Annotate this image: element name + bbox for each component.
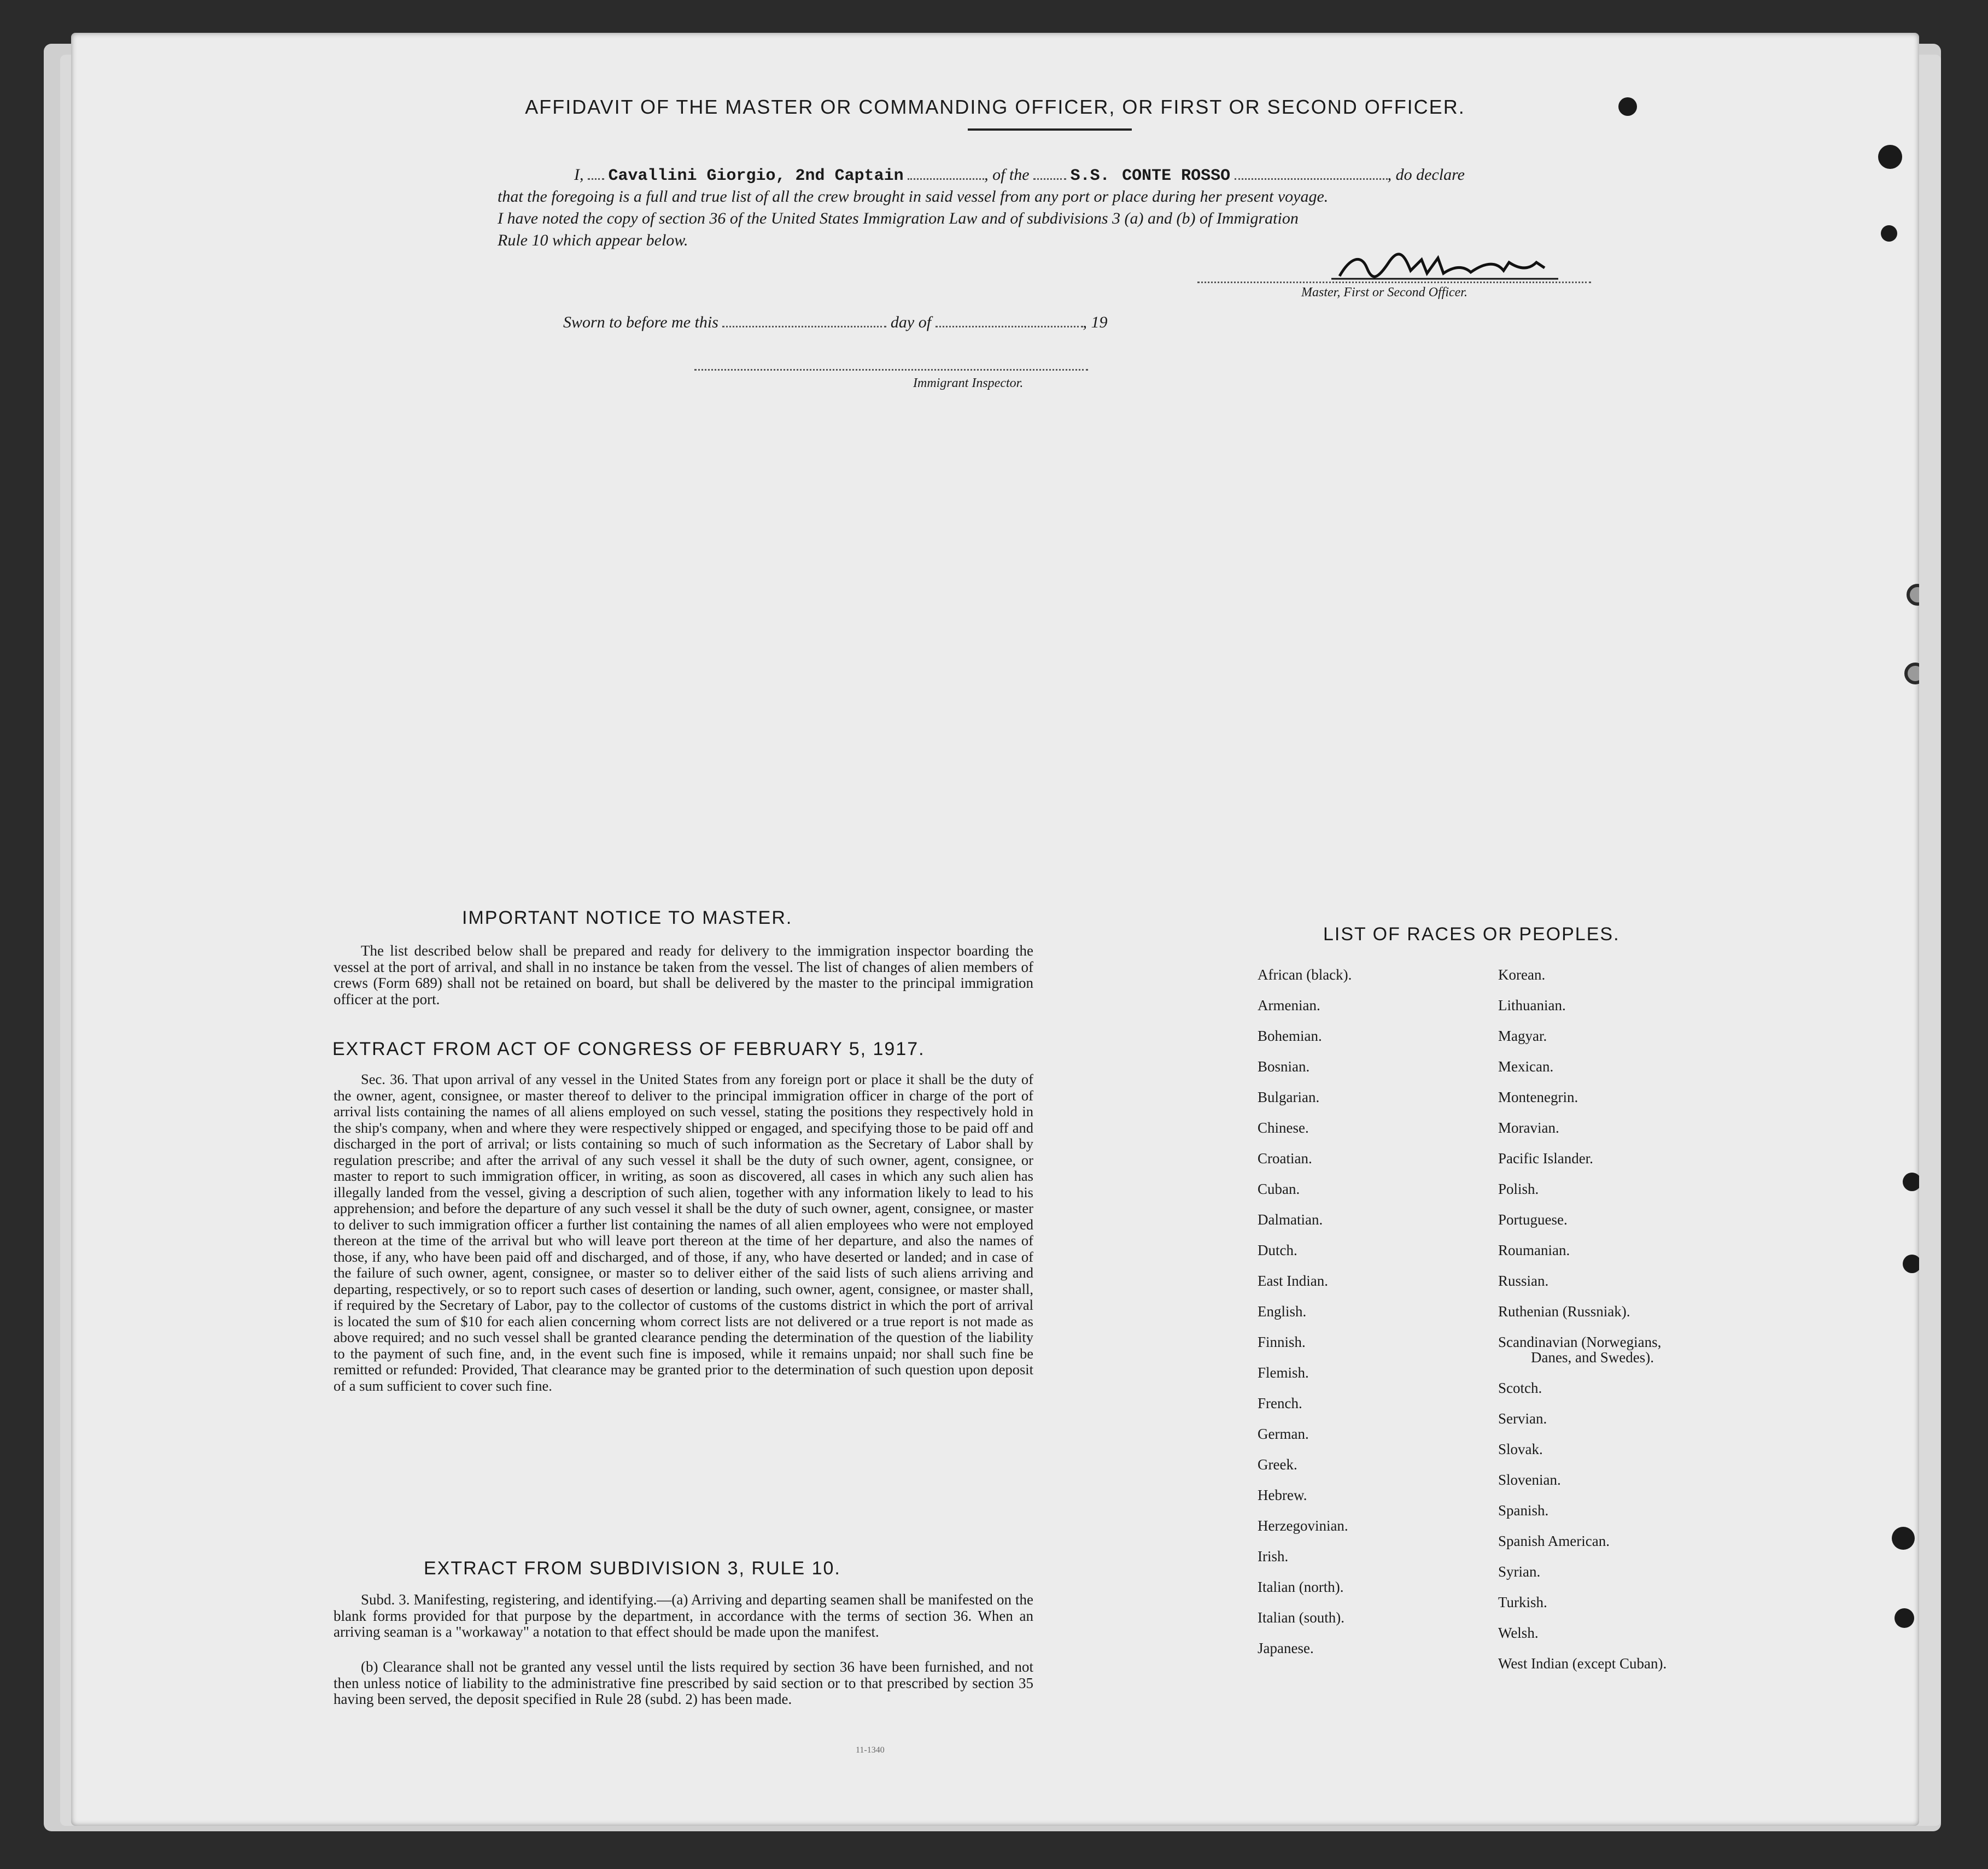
race-item: Welsh. [1498, 1625, 1539, 1641]
race-item: Spanish American. [1498, 1533, 1610, 1549]
race-item: Russian. [1498, 1273, 1549, 1289]
race-item: Irish. [1258, 1548, 1289, 1565]
race-item: Finnish. [1258, 1334, 1306, 1350]
race-item: Ruthenian (Russniak). [1498, 1303, 1630, 1320]
race-item: Servian. [1498, 1410, 1547, 1427]
sworn-line [563, 313, 1108, 332]
race-item: West Indian (except Cuban). [1498, 1655, 1667, 1672]
race-item: Greek. [1258, 1456, 1297, 1473]
race-item: Bosnian. [1258, 1058, 1310, 1075]
extract-act-title: EXTRACT FROM ACT OF CONGRESS OF FEBRUARY 5, 1917. [332, 1039, 925, 1059]
sworn-label: Sworn to before me this [563, 313, 718, 331]
vessel-prefix: S.S. [1070, 167, 1110, 185]
i-label: I, [574, 166, 584, 184]
race-item: Armenian. [1258, 997, 1320, 1013]
binder-hole [1903, 1255, 1919, 1273]
affidavit-line-2: that the foregoing is a full and true list of all the crew brought in said vessel from any port or place during her present voyage. [498, 188, 1329, 206]
day-of-label: day of [890, 313, 932, 331]
extract-rule-text-a: Subd. 3. Manifesting, registering, and identifying.—(a) Arriving and departing seamen shall be manifested on the blank forms provided for that purpose by the department, in accordance with the terms of section 36. When an arriving seaman is a "workaway" a notation to that effect should be made upon the manifest. [334, 1591, 1033, 1640]
notice-text: The list described below shall be prepared and ready for delivery to the immigration inspector boarding the vessel at the port of arrival, and shall in no instance be taken from the vessel. The list of changes of alien members of crews (Form 689) shall not be retained on board, but shall be delivered by the master to the principal immigration officer at the port. [334, 942, 1033, 1007]
race-item: Montenegrin. [1498, 1089, 1578, 1105]
race-item: East Indian. [1258, 1273, 1328, 1289]
signature-caption: Master, First or Second Officer. [1301, 285, 1467, 300]
affidavit-line-3: I have noted the copy of section 36 of the United States Immigration Law and of subdivisions 3 (a) and (b) of Immigration [498, 209, 1299, 227]
binder-hole [1903, 1173, 1919, 1191]
race-item: Italian (south). [1258, 1609, 1344, 1626]
race-item: Moravian. [1498, 1120, 1559, 1136]
vessel-name: CONTE ROSSO [1122, 167, 1231, 185]
race-item: Slovak. [1498, 1441, 1543, 1457]
inspector-line [694, 369, 1088, 371]
notice-title: IMPORTANT NOTICE TO MASTER. [462, 907, 793, 928]
binder-hole [1907, 584, 1919, 606]
race-item: Bulgarian. [1258, 1089, 1320, 1105]
race-item: Lithuanian. [1498, 997, 1566, 1013]
binder-hole [1881, 225, 1897, 242]
binder-hole [1904, 663, 1919, 684]
binder-hole [1895, 1608, 1914, 1628]
race-item: Magyar. [1498, 1028, 1547, 1044]
race-item: Pacific Islander. [1498, 1150, 1593, 1167]
extract-rule-title: EXTRACT FROM SUBDIVISION 3, RULE 10. [424, 1558, 841, 1579]
races-right-column [1498, 959, 1667, 1679]
race-item: Croatian. [1258, 1150, 1312, 1167]
race-item: German. [1258, 1426, 1309, 1442]
race-item: Scandinavian (Norwegians, [1498, 1334, 1662, 1350]
race-item: Japanese. [1258, 1640, 1314, 1656]
race-item: Portuguese. [1498, 1211, 1568, 1228]
affidavit-title: AFFIDAVIT OF THE MASTER OR COMMANDING OFFICER, OR FIRST OR SECOND OFFICER. [525, 96, 1465, 118]
race-item: Bohemian. [1258, 1028, 1322, 1044]
affidavit-line-1 [574, 166, 1465, 185]
race-item: English. [1258, 1303, 1307, 1320]
race-item: Roumanian. [1498, 1242, 1570, 1258]
extract-act-text: Sec. 36. That upon arrival of any vessel in the United States from any foreign port or place it shall be the duty of the owner, agent, consignee, or master thereof to deliver to the principal immigration officer in charge of the port of arrival lists containing the names of all aliens employed on such vessel, stating the positions they respectively hold in the ship's company, when and where they were respectively shipped or engaged, and specifying those to be paid off and discharged in the port of arrival; or lists containing so much of such information as the Secretary of Labor shall by regulation prescribe; and after the arrival of any such vessel it shall be the duty of such owner, agent, consignee, or master to report to such immigration officer, in writing, as soon as discovered, all cases in which any such alien has illegally landed from the vessel, giving a description of such alien, together with any information likely to lead to his apprehension; and before the departure of any such vessel it shall be the duty of such owner, agent, consignee, or master to deliver to such immigration officer a further list containing the names of all alien employees who were not employed thereon at the time of the arrival but who will leave port thereon at the time of her departure, and also the names of those, if any, who have been paid off and discharged, and of those, if any, who have deserted or landed; and in case of the failure of such owner, agent, consignee, or master so to deliver either of the said lists of such aliens arriving and departing, respectively, or so to report such cases of desertion or landing, such owner, agent, consignee, or master shall, if required by the Secretary of Labor, pay to the collector of customs of the customs district in which the port of arrival is located the sum of $10 for each alien concerning whom correct lists are not delivered or a true report is not made as above required; and no such vessel shall be granted clearance pending the determination of the question of the liability to the payment of such fine, and, in the event such fine is imposed, while it remains unpaid; nor shall such fine be remitted or refunded: Provided, That clearance may be granted prior to the determination of such question upon deposit of a sum sufficient to cover such fine. [334, 1071, 1033, 1394]
inspector-caption: Immigrant Inspector. [913, 376, 1024, 390]
form-code: 11-1340 [856, 1745, 885, 1755]
race-item: Dutch. [1258, 1242, 1297, 1258]
race-item: Dalmatian. [1258, 1211, 1323, 1228]
officer-name: Cavallini Giorgio, 2nd Captain [608, 167, 904, 185]
binder-hole [1892, 1527, 1915, 1550]
race-item: Slovenian. [1498, 1472, 1561, 1488]
race-item: Turkish. [1498, 1594, 1547, 1610]
race-item: Italian (north). [1258, 1579, 1344, 1595]
race-item: Spanish. [1498, 1502, 1549, 1519]
race-item: Korean. [1498, 966, 1546, 983]
race-item: Flemish. [1258, 1364, 1309, 1381]
race-item: Mexican. [1498, 1058, 1554, 1075]
race-item: Danes, and Swedes). [1531, 1349, 1654, 1366]
title-underline [968, 128, 1132, 131]
race-item: Herzegovinian. [1258, 1518, 1348, 1534]
extract-rule-text-b: (b) Clearance shall not be granted any vessel until the lists required by section 36 have been furnished, and not then unless notice of liability to the administrative fine prescribed by said section or to that prescribed by section 35 having been served, the deposit specified in Rule 28 (subd. 2) has been made. [334, 1659, 1033, 1707]
races-left-column [1258, 959, 1352, 1663]
race-item: Scotch. [1498, 1380, 1542, 1396]
affidavit-line-4: Rule 10 which appear below. [498, 231, 688, 249]
declare-label: , do declare [1387, 166, 1465, 184]
document-page [71, 33, 1919, 1826]
race-item: Syrian. [1498, 1563, 1541, 1580]
year-label: , 19 [1083, 313, 1108, 331]
race-item: African (black). [1258, 966, 1352, 983]
races-title: LIST OF RACES OR PEOPLES. [1323, 924, 1620, 945]
officer-signature [1329, 251, 1564, 284]
of-the-label: , of the [984, 166, 1030, 184]
race-item: French. [1258, 1395, 1302, 1411]
binder-hole [1878, 145, 1902, 169]
race-item: Polish. [1498, 1181, 1539, 1197]
race-item: Hebrew. [1258, 1487, 1307, 1503]
race-item: Cuban. [1258, 1181, 1300, 1197]
race-item: Chinese. [1258, 1120, 1309, 1136]
